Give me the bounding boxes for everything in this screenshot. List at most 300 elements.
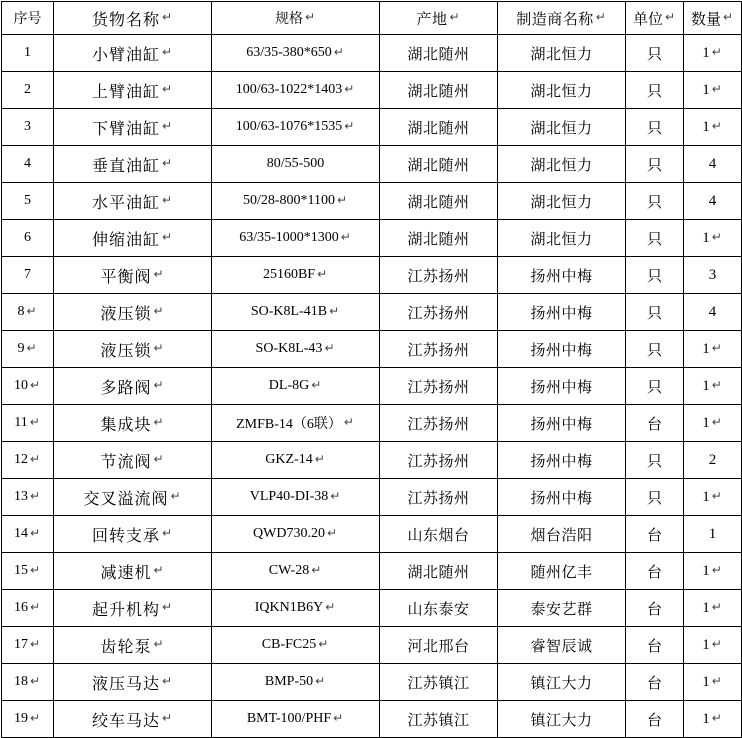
cell-maker xyxy=(498,553,626,590)
cell-origin xyxy=(380,516,498,553)
cell-spec-text: 100/63-1022*1403 xyxy=(235,82,343,97)
cell-origin xyxy=(380,146,498,183)
return-mark-icon xyxy=(317,270,328,281)
cell-origin-text: 江苏镇江 xyxy=(407,675,470,692)
cell-qty xyxy=(684,368,742,405)
cell-qty xyxy=(684,72,742,109)
cell-seq-text: 17 xyxy=(14,637,28,652)
cell-spec-text: SO-K8L-41B xyxy=(250,304,328,319)
cell-qty-text: 4 xyxy=(708,192,717,209)
cell-unit xyxy=(626,590,684,627)
cell-name-text: 液压马达 xyxy=(91,675,160,693)
cell-seq xyxy=(2,590,54,627)
cell-unit-text: 只 xyxy=(646,342,662,359)
cell-maker xyxy=(498,146,626,183)
cell-maker xyxy=(498,627,626,664)
cell-name xyxy=(54,72,212,109)
cell-origin xyxy=(380,35,498,72)
cell-origin-text: 湖北随州 xyxy=(407,157,470,174)
cell-spec xyxy=(212,294,380,331)
cell-maker-text: 扬州中梅 xyxy=(530,490,593,507)
column-header-qty xyxy=(684,2,742,35)
cell-name xyxy=(54,146,212,183)
cell-seq-text: 18 xyxy=(14,674,28,689)
return-mark-icon xyxy=(712,566,723,577)
cell-unit-text: 台 xyxy=(646,416,662,433)
cell-qty-text: 1 xyxy=(708,525,717,542)
return-mark-icon xyxy=(712,603,723,614)
cell-qty-text: 1 xyxy=(702,81,710,98)
cell-name-text: 液压锁 xyxy=(100,342,152,360)
return-mark-icon xyxy=(30,677,41,688)
cell-unit xyxy=(626,701,684,738)
cell-seq xyxy=(2,72,54,109)
cell-qty-text: 2 xyxy=(708,451,717,468)
table-row xyxy=(2,368,742,405)
cell-maker-text: 扬州中梅 xyxy=(530,268,593,285)
cell-unit xyxy=(626,109,684,146)
cell-unit-text: 台 xyxy=(646,527,662,544)
cell-origin-text: 江苏扬州 xyxy=(407,416,470,433)
return-mark-icon xyxy=(311,566,322,577)
cell-spec-text: DL-8G xyxy=(268,378,310,393)
cell-name-text: 回转支承 xyxy=(91,527,160,545)
cell-name-text: 垂直油缸 xyxy=(91,157,160,175)
return-mark-icon xyxy=(333,714,344,725)
cell-name xyxy=(54,442,212,479)
return-mark-icon xyxy=(30,603,41,614)
cell-maker-text: 烟台浩阳 xyxy=(530,527,593,544)
cell-qty xyxy=(684,220,742,257)
cell-name-text: 交叉溢流阀 xyxy=(83,490,169,508)
table-row xyxy=(2,257,742,294)
return-mark-icon xyxy=(162,13,173,24)
cell-unit xyxy=(626,553,684,590)
return-mark-icon xyxy=(327,529,338,540)
return-mark-icon xyxy=(154,307,165,318)
cell-name xyxy=(54,553,212,590)
cell-unit xyxy=(626,183,684,220)
cell-name-text: 集成块 xyxy=(100,416,152,434)
cell-qty xyxy=(684,257,742,294)
return-mark-icon xyxy=(712,344,723,355)
return-mark-icon xyxy=(712,48,723,59)
cell-spec xyxy=(212,627,380,664)
column-header-maker xyxy=(498,2,626,35)
return-mark-icon xyxy=(30,492,41,503)
cell-origin-text: 江苏扬州 xyxy=(407,453,470,470)
cell-qty-text: 3 xyxy=(708,266,717,283)
cell-origin xyxy=(380,479,498,516)
return-mark-icon xyxy=(162,196,173,207)
cell-seq-text: 15 xyxy=(14,563,28,578)
cell-name xyxy=(54,516,212,553)
return-mark-icon xyxy=(162,529,173,540)
cell-origin xyxy=(380,109,498,146)
cell-maker xyxy=(498,664,626,701)
cell-spec-text: 25160BF xyxy=(262,267,316,282)
cell-seq-text: 13 xyxy=(14,489,28,504)
cell-spec xyxy=(212,553,380,590)
column-header-maker-label: 制造商名称 xyxy=(516,11,594,28)
cell-maker-text: 扬州中梅 xyxy=(530,416,593,433)
cell-maker-text: 镇江大力 xyxy=(530,712,593,729)
table-row xyxy=(2,220,742,257)
return-mark-icon xyxy=(337,196,348,207)
return-mark-icon xyxy=(154,381,165,392)
cell-name-text: 下臂油缸 xyxy=(91,120,160,138)
cell-unit-text: 只 xyxy=(646,46,662,63)
cell-name-text: 节流阀 xyxy=(100,453,152,471)
cell-qty-text: 1 xyxy=(702,377,710,394)
return-mark-icon xyxy=(712,85,723,96)
return-mark-icon xyxy=(171,492,182,503)
cell-seq-text: 19 xyxy=(14,711,28,726)
return-mark-icon xyxy=(344,418,355,429)
cell-origin xyxy=(380,553,498,590)
cell-name xyxy=(54,405,212,442)
cell-maker-text: 睿智辰诚 xyxy=(530,638,593,655)
cell-seq xyxy=(2,331,54,368)
return-mark-icon xyxy=(341,233,352,244)
column-header-spec xyxy=(212,2,380,35)
cell-qty xyxy=(684,109,742,146)
cell-name xyxy=(54,590,212,627)
cell-spec xyxy=(212,479,380,516)
return-mark-icon xyxy=(665,13,676,24)
cell-seq xyxy=(2,701,54,738)
cell-qty xyxy=(684,35,742,72)
cell-seq-text: 11 xyxy=(14,415,28,430)
cell-name-text: 齿轮泵 xyxy=(100,638,152,656)
cell-seq xyxy=(2,627,54,664)
return-mark-icon xyxy=(162,85,173,96)
cell-unit-text: 只 xyxy=(646,453,662,470)
cell-origin-text: 江苏扬州 xyxy=(407,268,470,285)
column-header-name-label: 货物名称 xyxy=(91,11,160,29)
cell-maker-text: 泰安艺群 xyxy=(530,601,593,618)
return-mark-icon xyxy=(162,233,173,244)
cell-seq xyxy=(2,553,54,590)
cell-maker-text: 湖北恒力 xyxy=(530,46,593,63)
cell-qty-text: 1 xyxy=(702,44,710,61)
return-mark-icon xyxy=(450,13,461,24)
cell-maker-text: 扬州中梅 xyxy=(530,342,593,359)
cell-spec xyxy=(212,146,380,183)
cell-spec xyxy=(212,664,380,701)
cell-unit xyxy=(626,220,684,257)
cell-seq xyxy=(2,294,54,331)
cell-origin-text: 江苏扬州 xyxy=(407,490,470,507)
column-header-origin-label: 产地 xyxy=(416,11,448,28)
return-mark-icon xyxy=(30,566,41,577)
cell-seq xyxy=(2,516,54,553)
column-header-seq xyxy=(2,2,54,35)
cell-spec xyxy=(212,72,380,109)
cell-name xyxy=(54,257,212,294)
cell-seq-text: 3 xyxy=(24,119,31,134)
column-header-spec-label: 规格 xyxy=(275,12,303,27)
return-mark-icon xyxy=(154,566,165,577)
cell-qty-text: 1 xyxy=(702,488,710,505)
return-mark-icon xyxy=(712,418,723,429)
return-mark-icon xyxy=(162,48,173,59)
cell-qty xyxy=(684,664,742,701)
cell-spec xyxy=(212,368,380,405)
cell-spec xyxy=(212,590,380,627)
cell-name xyxy=(54,35,212,72)
return-mark-icon xyxy=(344,122,355,133)
cell-spec-text: 50/28-800*1100 xyxy=(242,193,336,208)
return-mark-icon xyxy=(154,455,165,466)
table-row xyxy=(2,627,742,664)
goods-table xyxy=(1,1,742,738)
column-header-seq-label: 序号 xyxy=(13,12,42,27)
cell-unit xyxy=(626,146,684,183)
cell-maker xyxy=(498,331,626,368)
cell-qty-text: 1 xyxy=(702,636,710,653)
return-mark-icon xyxy=(162,603,173,614)
column-header-unit xyxy=(626,2,684,35)
cell-unit xyxy=(626,516,684,553)
cell-unit-text: 只 xyxy=(646,268,662,285)
cell-unit xyxy=(626,442,684,479)
cell-origin xyxy=(380,331,498,368)
cell-name xyxy=(54,701,212,738)
cell-origin xyxy=(380,294,498,331)
cell-spec xyxy=(212,257,380,294)
cell-qty-text: 1 xyxy=(702,414,710,431)
cell-unit xyxy=(626,627,684,664)
return-mark-icon xyxy=(154,344,165,355)
return-mark-icon xyxy=(318,640,329,651)
cell-spec-text: BMT-100/PHF xyxy=(246,711,332,726)
cell-seq xyxy=(2,146,54,183)
cell-name xyxy=(54,183,212,220)
cell-maker xyxy=(498,479,626,516)
cell-name-text: 减速机 xyxy=(100,564,152,582)
cell-unit xyxy=(626,664,684,701)
cell-origin xyxy=(380,442,498,479)
cell-maker-text: 湖北恒力 xyxy=(530,194,593,211)
return-mark-icon xyxy=(325,603,336,614)
cell-maker xyxy=(498,294,626,331)
cell-seq-text: 14 xyxy=(14,526,28,541)
cell-maker-text: 湖北恒力 xyxy=(530,157,593,174)
cell-maker xyxy=(498,109,626,146)
cell-seq xyxy=(2,442,54,479)
cell-maker-text: 扬州中梅 xyxy=(530,453,593,470)
cell-name xyxy=(54,294,212,331)
cell-seq xyxy=(2,220,54,257)
table-row xyxy=(2,183,742,220)
cell-unit xyxy=(626,35,684,72)
cell-qty-text: 4 xyxy=(708,155,717,172)
cell-seq-text: 9 xyxy=(17,341,25,356)
table-row xyxy=(2,331,742,368)
goods-list-document xyxy=(0,1,742,730)
cell-origin xyxy=(380,664,498,701)
cell-qty xyxy=(684,146,742,183)
cell-spec xyxy=(212,109,380,146)
cell-unit xyxy=(626,405,684,442)
cell-name-text: 多路阀 xyxy=(100,379,152,397)
return-mark-icon xyxy=(162,122,173,133)
cell-origin-text: 湖北随州 xyxy=(407,231,470,248)
return-mark-icon xyxy=(324,344,335,355)
cell-maker-text: 镇江大力 xyxy=(530,675,593,692)
table-row xyxy=(2,35,742,72)
cell-maker xyxy=(498,368,626,405)
cell-origin xyxy=(380,368,498,405)
cell-unit-text: 只 xyxy=(646,157,662,174)
cell-unit-text: 只 xyxy=(646,305,662,322)
column-header-qty-label: 数量 xyxy=(690,11,721,28)
cell-origin-text: 湖北随州 xyxy=(407,83,470,100)
column-header-origin xyxy=(380,2,498,35)
cell-unit-text: 只 xyxy=(646,194,662,211)
cell-name xyxy=(54,331,212,368)
cell-unit-text: 只 xyxy=(646,83,662,100)
cell-spec xyxy=(212,516,380,553)
cell-seq-text: 8 xyxy=(17,304,25,319)
cell-seq xyxy=(2,368,54,405)
cell-spec-text: 63/35-380*650 xyxy=(246,45,332,60)
cell-qty xyxy=(684,516,742,553)
cell-name xyxy=(54,627,212,664)
cell-spec xyxy=(212,220,380,257)
cell-unit-text: 台 xyxy=(646,638,662,655)
cell-maker-text: 湖北恒力 xyxy=(530,120,593,137)
cell-unit xyxy=(626,479,684,516)
cell-origin-text: 湖北随州 xyxy=(407,120,470,137)
cell-seq xyxy=(2,183,54,220)
return-mark-icon xyxy=(311,381,322,392)
cell-maker-text: 随州亿丰 xyxy=(530,564,593,581)
return-mark-icon xyxy=(330,492,341,503)
cell-unit xyxy=(626,72,684,109)
cell-unit-text: 台 xyxy=(646,601,662,618)
cell-maker-text: 扬州中梅 xyxy=(530,379,593,396)
cell-origin xyxy=(380,627,498,664)
cell-spec-text: SO-K8L-43 xyxy=(255,341,323,356)
return-mark-icon xyxy=(712,492,723,503)
table-row xyxy=(2,664,742,701)
cell-maker xyxy=(498,35,626,72)
table-row xyxy=(2,72,742,109)
cell-spec-text: BMP-50 xyxy=(264,674,314,689)
cell-qty xyxy=(684,442,742,479)
cell-spec xyxy=(212,701,380,738)
return-mark-icon xyxy=(712,714,723,725)
cell-unit-text: 只 xyxy=(646,379,662,396)
cell-origin-text: 山东泰安 xyxy=(407,601,470,618)
cell-maker xyxy=(498,701,626,738)
cell-seq-text: 12 xyxy=(14,452,28,467)
table-header-row xyxy=(2,2,742,35)
return-mark-icon xyxy=(27,307,38,318)
cell-unit xyxy=(626,331,684,368)
cell-unit-text: 只 xyxy=(646,490,662,507)
table-row xyxy=(2,553,742,590)
cell-seq-text: 1 xyxy=(24,45,31,60)
cell-name xyxy=(54,664,212,701)
cell-qty-text: 1 xyxy=(702,710,710,727)
cell-maker-text: 湖北恒力 xyxy=(530,83,593,100)
return-mark-icon xyxy=(154,640,165,651)
return-mark-icon xyxy=(162,159,173,170)
return-mark-icon xyxy=(334,48,345,59)
cell-seq xyxy=(2,257,54,294)
return-mark-icon xyxy=(27,344,38,355)
cell-origin-text: 河北邢台 xyxy=(407,638,470,655)
cell-seq-text: 16 xyxy=(14,600,28,615)
cell-origin xyxy=(380,405,498,442)
cell-qty xyxy=(684,590,742,627)
cell-maker xyxy=(498,72,626,109)
table-row xyxy=(2,442,742,479)
cell-qty-text: 1 xyxy=(702,118,710,135)
cell-spec xyxy=(212,442,380,479)
table-row xyxy=(2,109,742,146)
cell-seq xyxy=(2,109,54,146)
return-mark-icon xyxy=(154,418,165,429)
table-row xyxy=(2,294,742,331)
cell-origin xyxy=(380,701,498,738)
table-row xyxy=(2,479,742,516)
cell-seq xyxy=(2,479,54,516)
cell-name-text: 上臂油缸 xyxy=(91,83,160,101)
cell-spec-text: CB-FC25 xyxy=(261,637,317,652)
cell-origin xyxy=(380,183,498,220)
cell-spec-text: VLP40-DI-38 xyxy=(249,489,329,504)
cell-seq xyxy=(2,35,54,72)
return-mark-icon xyxy=(712,381,723,392)
return-mark-icon xyxy=(712,233,723,244)
return-mark-icon xyxy=(712,122,723,133)
cell-seq-text: 2 xyxy=(24,82,31,97)
cell-unit-text: 台 xyxy=(646,675,662,692)
cell-maker-text: 扬州中梅 xyxy=(530,305,593,322)
cell-spec-text: 63/35-1000*1300 xyxy=(239,230,339,245)
cell-origin xyxy=(380,257,498,294)
cell-seq-text: 10 xyxy=(14,378,28,393)
cell-name-text: 伸缩油缸 xyxy=(91,231,160,249)
cell-qty-text: 1 xyxy=(702,340,710,357)
table-row xyxy=(2,701,742,738)
cell-name-text: 起升机构 xyxy=(91,601,160,619)
cell-seq-text: 5 xyxy=(24,193,31,208)
table-header xyxy=(2,2,742,35)
cell-unit xyxy=(626,368,684,405)
cell-name-text: 小臂油缸 xyxy=(91,46,160,64)
table-body xyxy=(2,35,742,738)
cell-spec xyxy=(212,331,380,368)
cell-qty-text: 1 xyxy=(702,229,710,246)
return-mark-icon xyxy=(30,529,41,540)
return-mark-icon xyxy=(315,677,326,688)
return-mark-icon xyxy=(305,13,316,24)
cell-name-text: 液压锁 xyxy=(100,305,152,323)
cell-origin-text: 江苏扬州 xyxy=(407,342,470,359)
cell-name-text: 水平油缸 xyxy=(91,194,160,212)
table-row xyxy=(2,405,742,442)
table-row xyxy=(2,146,742,183)
cell-name-text: 平衡阀 xyxy=(100,268,152,286)
return-mark-icon xyxy=(723,13,734,24)
cell-qty xyxy=(684,331,742,368)
cell-seq-text: 7 xyxy=(24,267,31,282)
